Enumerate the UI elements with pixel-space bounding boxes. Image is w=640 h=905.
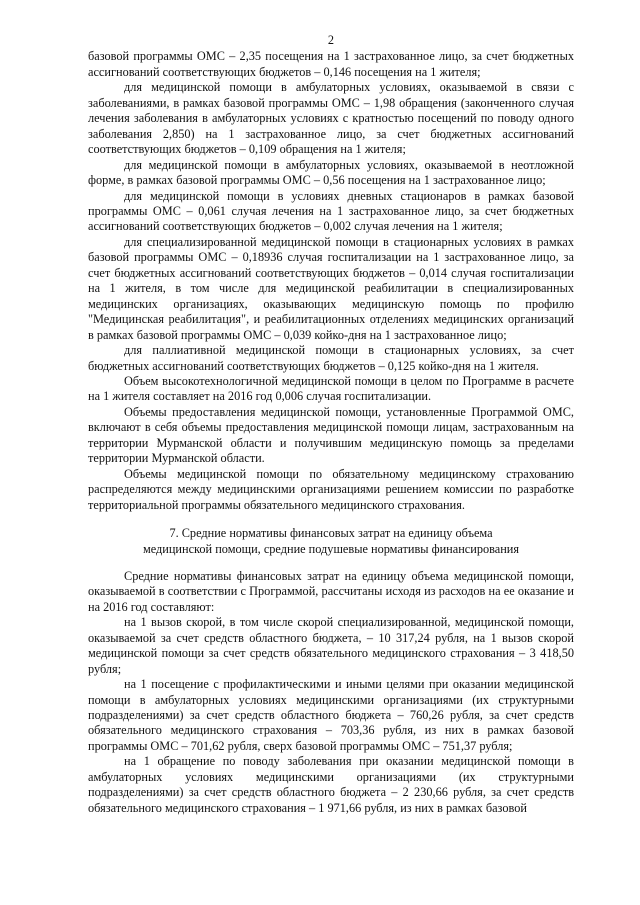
section-heading-line-1: 7. Средние нормативы финансовых затрат на единицу объема (169, 526, 493, 541)
paragraph: для медицинской помощи в амбулаторных условиях, оказываемой в связи с заболеваниями, в рамках базовой программы ОМС – 1,98 обращения (законченного случая лечения заболевания в амбулаторных условиях с кратностью посещений по поводу одного заболевания 2,850) на 1 застрахованное лицо, за счет бюджетных ассигнований соответствующих бюджетов – 0,109 обращения на 1 жителя; (88, 80, 574, 157)
section-heading-line-2: медицинской помощи, средние подушевые нормативы финансирования (142, 541, 520, 556)
paragraph: на 1 обращение по поводу заболевания при оказании медицинской помощи в амбулаторных условиях медицинскими организациями (их структурными подразделениями) за счет средств областного бюджета – 2 230,66 рубля, за счет средств обязательного медицинского страхования – 1 971,66 рубля, из них в рамках базовой (88, 754, 574, 815)
body-text-top (88, 49, 574, 513)
paragraph: базовой программы ОМС – 2,35 посещения на 1 застрахованное лицо, за счет бюджетных ассигнований соответствующих бюджетов – 0,146 посещения на 1 жителя; (88, 49, 574, 79)
paragraph: для специализированной медицинской помощи в стационарных условиях в рамках базовой программы ОМС – 0,18936 случая госпитализации на 1 застрахованное лицо, за счет бюджетных ассигнований соответствующих бюджетов – 0,014 случая госпитализации на 1 жителя, в том числе для медицинской реабилитации в специализированных медицинских организациях, оказывающих медицинскую помощь по профилю "Медицинская реабилитация", и реабилитационных отделениях медицинских организаций в рамках базовой программы ОМС – 0,039 койко-дня на 1 застрахованное лицо; (88, 234, 574, 342)
paragraph: на 1 посещение с профилактическими и иными целями при оказании медицинской помощи в амбулаторных условиях медицинскими организациями (их структурными подразделениями) за счет средств областного бюджета – 760,26 рубля, за счет средств обязательного медицинского страхования – 703,36 рубля, из них в рамках базовой программы ОМС – 701,62 рубля, сверх базовой программы ОМС – 751,37 рубля; (88, 677, 574, 753)
paragraph: Средние нормативы финансовых затрат на единицу объема медицинской помощи, оказываемой в соответствии с Программой, рассчитаны исходя из расходов на ее оказание и на 2016 год составляют: (88, 568, 574, 614)
paragraph: для медицинской помощи в условиях дневных стационаров в рамках базовой программы ОМС – 0,061 случая лечения на 1 застрахованное лицо, за счет бюджетных ассигнований соответствующих бюджетов – 0,002 случая лечения на 1 жителя; (88, 188, 574, 234)
paragraph: для паллиативной медицинской помощи в стационарных условиях, за счет бюджетных ассигнований соответствующих бюджетов – 0,125 койко-дня на 1 жителя. (88, 343, 574, 373)
paragraph: Объемы предоставления медицинской помощи, установленные Программой ОМС, включают в себя объемы предоставления медицинской помощи лицам, застрахованным на территории Мурманской области и получившим медицинскую помощь за пределами территории Мурманской области. (88, 404, 574, 466)
paragraph: Объем высокотехнологичной медицинской помощи в целом по Программе в расчете на 1 жителя составляет на 2016 год 0,006 случая госпитализации. (88, 373, 574, 404)
section-heading (88, 526, 574, 557)
paragraph: для медицинской помощи в амбулаторных условиях, оказываемой в неотложной форме, в рамках базовой программы ОМС – 0,56 посещения на 1 застрахованное лицо; (88, 157, 574, 188)
paragraph: Объемы медицинской помощи по обязательному медицинскому страхованию распределяются между медицинскими организациями решением комиссии по разработке территориальной программы обязательного медицинского страхования. (88, 466, 574, 512)
body-text-bottom (88, 569, 574, 816)
page-number: 2 (327, 33, 335, 47)
paragraph: на 1 вызов скорой, в том числе скорой специализированной, медицинской помощи, оказываемой за счет средств областного бюджета, – 10 317,24 рубля, на 1 вызов скорой медицинской помощи за счет средств обязательного медицинского страхования – 3 418,50 рубля; (88, 615, 574, 676)
